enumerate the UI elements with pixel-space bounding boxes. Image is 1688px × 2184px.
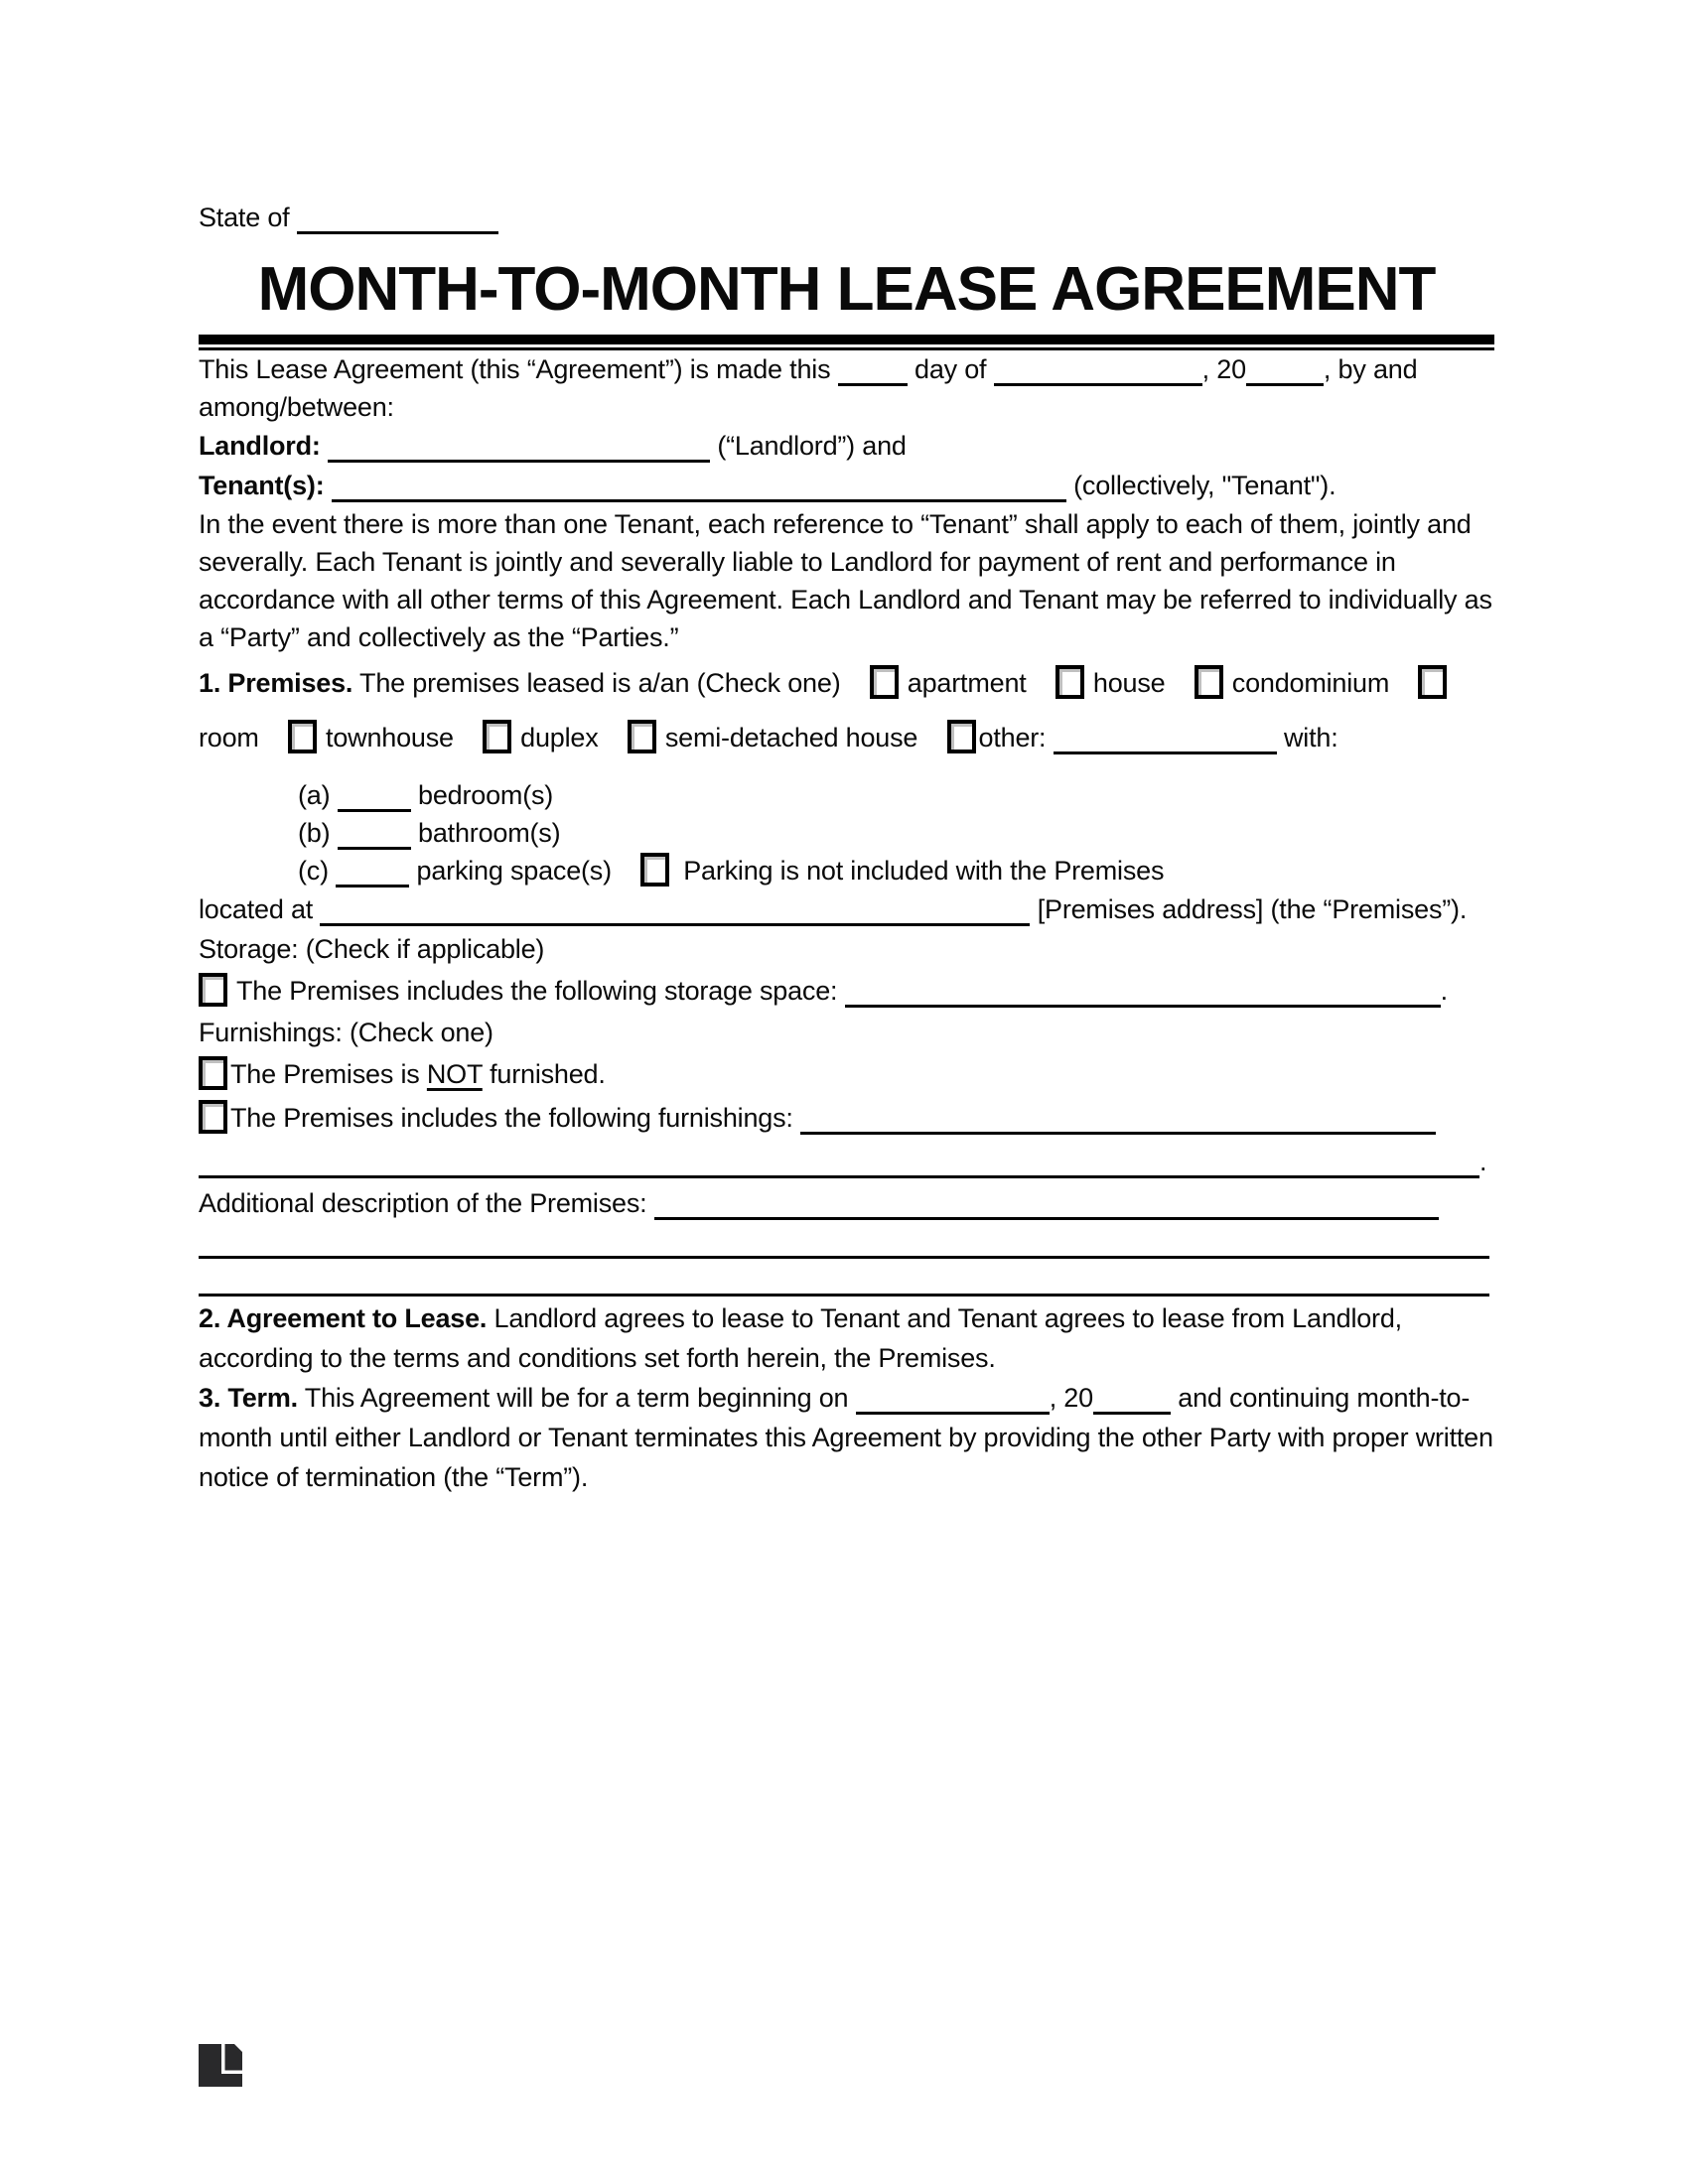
option-label-house: house <box>1092 668 1166 698</box>
legal-templates-logo-icon <box>199 2044 242 2087</box>
landlord-suffix-text: (“Landlord”) and <box>717 431 907 461</box>
option-label-townhouse: townhouse <box>326 723 454 752</box>
count-index-b: (b) <box>298 818 331 848</box>
furnishings-overflow-line <box>199 1140 1494 1183</box>
premises-options-line-1 <box>199 656 1494 711</box>
bathrooms-count-field[interactable] <box>338 817 411 850</box>
premises-counts-list <box>199 776 1494 889</box>
title-rule-thick <box>199 335 1494 344</box>
checkbox-no-parking[interactable] <box>640 853 669 887</box>
landlord-line <box>199 426 1494 466</box>
not-furnished-post-text: furnished. <box>490 1059 606 1089</box>
located-at-label: located at <box>199 894 314 924</box>
option-label-semi-detached: semi-detached house <box>664 723 918 752</box>
parking-count-field[interactable] <box>336 855 409 887</box>
with-label: with: <box>1283 723 1338 752</box>
term-date-field[interactable] <box>856 1382 1050 1415</box>
term-paragraph <box>199 1378 1494 1497</box>
intro-among-between-text: among/between: <box>199 392 394 422</box>
checkbox-not-furnished[interactable] <box>199 1056 227 1090</box>
agreement-to-lease-body: Landlord agrees to lease to Tenant and Tenant agrees to lease from Landlord, according to the terms and conditions set forth herein, the Premises. <box>199 1303 1402 1373</box>
term-year-prefix: , 20 <box>1049 1383 1093 1413</box>
additional-description-field-3[interactable] <box>199 1264 1489 1297</box>
landlord-label: Landlord: <box>199 431 321 461</box>
additional-description-field-1[interactable] <box>654 1187 1439 1220</box>
checkbox-apartment[interactable] <box>870 665 899 699</box>
checkbox-other[interactable] <box>947 720 976 753</box>
not-furnished-pre-text: The Premises is <box>230 1059 420 1089</box>
option-label-duplex: duplex <box>520 723 599 752</box>
checkbox-storage-included[interactable] <box>199 973 227 1007</box>
not-word: NOT <box>426 1059 483 1089</box>
option-label-room: room <box>199 723 259 752</box>
count-row-bedrooms <box>298 776 1494 814</box>
year-blank-field[interactable] <box>1246 353 1324 386</box>
count-index-a: (a) <box>298 780 331 810</box>
count-row-bathrooms <box>298 814 1494 852</box>
count-label-parking: parking space(s) <box>416 856 612 886</box>
premises-lead-text: The premises leased is a/an (Check one) <box>359 668 841 698</box>
additional-description-line <box>199 1183 1494 1223</box>
option-label-other: other: <box>978 723 1047 752</box>
additional-description-line-2 <box>199 1223 1494 1261</box>
checkbox-furnished[interactable] <box>199 1100 227 1134</box>
other-type-field[interactable] <box>1054 722 1277 754</box>
term-heading: 3. Term. <box>199 1383 298 1413</box>
checkbox-semi-detached[interactable] <box>628 720 656 753</box>
count-label-bathrooms: bathroom(s) <box>418 818 561 848</box>
bedrooms-count-field[interactable] <box>338 779 411 812</box>
furnishings-includes-text: The Premises includes the following furnishings: <box>230 1103 793 1133</box>
intro-day-of-text: day of <box>914 354 987 384</box>
intro-by-and-text: , by and <box>1323 354 1418 384</box>
day-blank-field[interactable] <box>838 353 908 386</box>
count-row-parking <box>298 852 1494 889</box>
joint-liability-paragraph: In the event there is more than one Tenant, each reference to “Tenant” shall apply to each of them, jointly and severally. Each Tenant is jointly and severally liable to Landlord for payment of rent and performance in accordance with all other terms of this Agreement. Each Landlord and Tenant may be referred to individually as a “Party” and collectively as the “Parties.” <box>199 509 1492 652</box>
landlord-name-field[interactable] <box>328 430 710 463</box>
month-blank-field[interactable] <box>994 353 1202 386</box>
additional-description-line-3 <box>199 1261 1494 1298</box>
furnishings-field-1[interactable] <box>800 1102 1436 1135</box>
furnishings-heading: Furnishings: (Check one) <box>199 1018 493 1047</box>
intro-made-this-text: This Lease Agreement (this “Agreement”) is made this <box>199 354 831 384</box>
state-line <box>199 198 1494 237</box>
state-of-label: State of <box>199 203 290 232</box>
located-suffix-text: [Premises address] (the “Premises”). <box>1037 894 1468 924</box>
premises-heading: 1. Premises. <box>199 668 353 698</box>
storage-space-field[interactable] <box>845 975 1441 1008</box>
checkbox-townhouse[interactable] <box>288 720 317 753</box>
storage-option-line <box>199 969 1494 1013</box>
furnishings-field-2[interactable] <box>199 1146 1479 1178</box>
storage-option-text: The Premises includes the following storage space: <box>236 976 838 1006</box>
storage-heading: Storage: (Check if applicable) <box>199 934 545 964</box>
count-index-c: (c) <box>298 856 329 886</box>
premises-address-field[interactable] <box>320 893 1030 926</box>
additional-description-field-2[interactable] <box>199 1226 1489 1259</box>
agreement-to-lease-paragraph <box>199 1298 1494 1378</box>
furnishings-period: . <box>1479 1147 1487 1176</box>
premises-options-line-2 <box>199 711 1494 765</box>
not-furnished-line <box>199 1052 1494 1096</box>
state-blank-field[interactable] <box>297 202 498 234</box>
located-at-line <box>199 889 1494 929</box>
tenant-label: Tenant(s): <box>199 471 325 500</box>
tenant-names-field[interactable] <box>332 470 1066 502</box>
checkbox-room[interactable] <box>1418 665 1447 699</box>
tenant-suffix-text: (collectively, "Tenant"). <box>1073 471 1336 500</box>
title-rule <box>199 335 1494 350</box>
option-label-apartment: apartment <box>907 668 1027 698</box>
term-continuing-text: and continuing month-to-month until either Landlord or Tenant terminates this Agreement by providing the other Party with proper written notice of termination (the “Term”). <box>199 1383 1493 1492</box>
parking-note-text: Parking is not included with the Premises <box>683 856 1165 886</box>
additional-description-label: Additional description of the Premises: <box>199 1188 647 1218</box>
checkbox-condominium[interactable] <box>1195 665 1223 699</box>
term-year-field[interactable] <box>1093 1382 1171 1415</box>
agreement-to-lease-heading: 2. Agreement to Lease. <box>199 1303 488 1333</box>
furnished-option-line <box>199 1096 1494 1140</box>
option-label-condominium: condominium <box>1231 668 1390 698</box>
intro-paragraph <box>199 350 1494 426</box>
intro-year-prefix: , 20 <box>1201 354 1246 384</box>
storage-period: . <box>1440 976 1448 1006</box>
checkbox-duplex[interactable] <box>483 720 511 753</box>
term-beginning-text: This Agreement will be for a term beginning on <box>304 1383 849 1413</box>
page-title: MONTH-TO-MONTH LEASE AGREEMENT <box>257 255 1436 324</box>
count-label-bedrooms: bedroom(s) <box>418 780 554 810</box>
checkbox-house[interactable] <box>1055 665 1084 699</box>
tenant-line <box>199 466 1494 505</box>
